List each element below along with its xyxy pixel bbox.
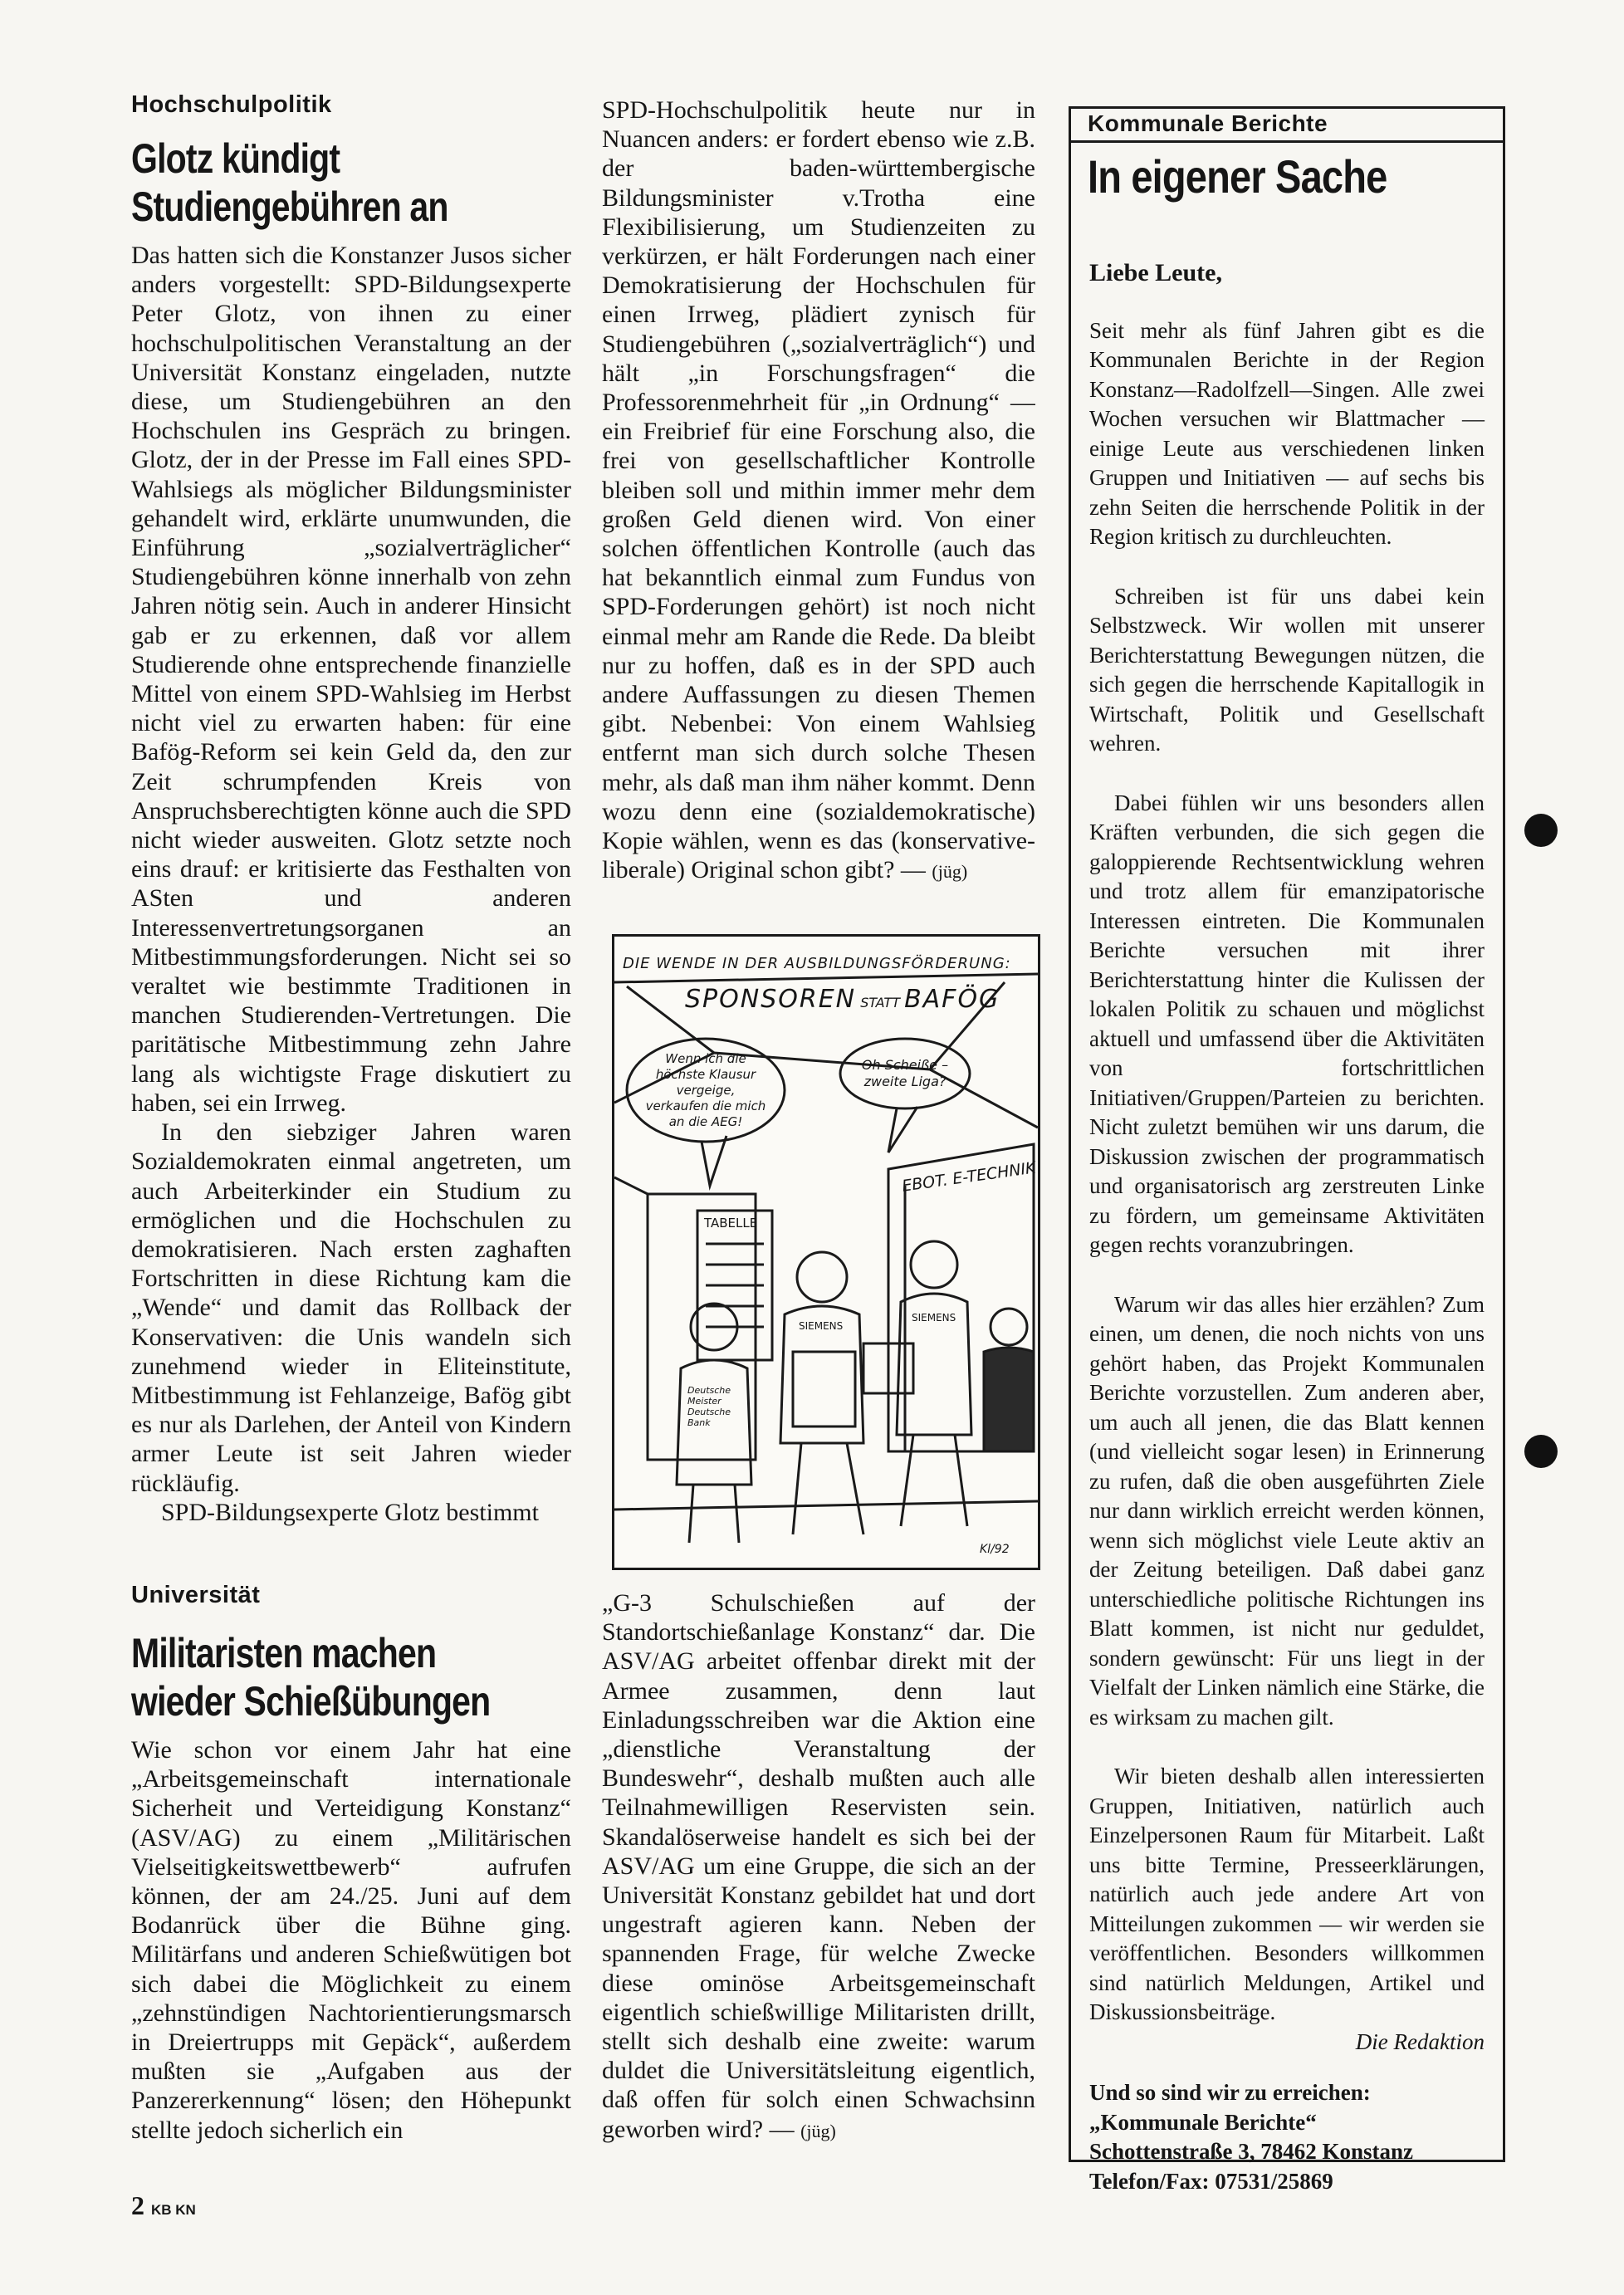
sidebar-box [1069, 106, 1505, 2194]
sidebar-contact-title: Und so sind wir zu erreichen: [1089, 2080, 1371, 2105]
cartoon-door-sign: EBOT. E-TECHNIK [901, 1158, 1037, 1196]
article1-paragraph1: Das hatten sich die Konstanzer Jusos sicher anders vorgestellt: SPD-Bildungsexperte Peter Glotz, von ihnen zu einer hochschulpolitischen Veranstaltung an der Universität Konstanz eingeladen, nutzte diese, um Studiengebühren an den Hochschulen ins Gespräch zu bringen. Glotz, der in der Presse im Fall eines SPD-Wahlsiegs als möglicher Bildungsminister gehandelt wird, erklärte unumwunden, die Einführung „sozialverträglicher“ Studiengebühren könne innerhalb von zehn Jahren nötig sein. Auch in anderer Hinsicht gab er zu erkennen, daß vor allem Studierende ohne entsprechende finanzielle Mittel von einem SPD-Wahlsieg im Herbst nicht viel zu erwarten haben: für eine Bafög-Reform sei kein Geld da, den zur Zeit schrumpfenden Kreis von Anspruchsberechtigten könne auch die SPD nicht wieder ausweiten. Glotz setzte noch eins drauf: er kritisierte das Festhalten von ASten und anderen Interessenvertretungsorganen an Mitbestimmungsforderungen. Nicht sei so veraltet wie bestimmte Traditionen in manchen Studierenden-Vertretungen. Die paritätische Mitbestimmung zehn Jahre lang als wichtigste Frage diskutiert zu haben, sei ein Irrweg. [131, 242, 571, 1117]
cartoon [612, 934, 1040, 1570]
article2-headline-line2: wieder Schießübungen [131, 1678, 491, 1725]
article2-column1 [131, 1735, 571, 2151]
article1-kicker: Hochschulpolitik [131, 91, 332, 118]
article1-paragraph2: In den siebziger Jahren waren Sozialdemokraten einmal angetreten, um auch Arbeiterkinder ein Studium zu ermöglichen und die Hochschulen zu demokratisieren. Nach ersten zaghaften Fortschritten in diese Richtung kam die „Wende“ und damit das Rollback der Konservativen: die Unis wandeln sich zunehmend wieder in Eliteinstitute, Mitbestimmung ist Fehlanzeige, Bafög gibt es nur als Darlehen, der Anteil von Kindern armer Leute ist seit Jahren wieder rückläufig. [131, 1118, 571, 1497]
article1-paragraph3: SPD-Bildungsexperte Glotz bestimmt [161, 1498, 539, 1526]
article2-column2 [602, 1588, 1035, 2161]
article2-headline-line1: Militaristen machen [131, 1630, 437, 1676]
sidebar-headline: In eigener Sache [1088, 150, 1387, 203]
article1-headline-line1: Glotz kündigt [131, 135, 340, 182]
sidebar-kicker-bar [1071, 109, 1503, 143]
sidebar-contact-phone: Telefon/Fax: 07531/25869 [1089, 2168, 1333, 2194]
sidebar-contact-name: „Kommunale Berichte“ [1089, 2109, 1317, 2135]
sidebar-greeting: Liebe Leute, [1089, 259, 1222, 286]
cartoon-drawing [614, 937, 1038, 1568]
cartoon-bubble2: Oh Scheiße – zweite Liga? [861, 1057, 949, 1089]
article2-column2-text: „G-3 Schulschießen auf der Standortschießanlage Konstanz“ dar. Die ASV/AG arbeitet offenbar direkt mit der Armee zusammen, denn laut Einladungsschreiben war die Aktion eine „dienstliche Veranstaltung der Bundeswehr“, deshalb mußten auch alle Teilnahmewilligen Reservisten sein. Skandalöserweise handelt es sich bei der ASV/AG um eine Gruppe, die sich an der Universität Konstanz gebildet hat und dort ungestraft agieren kann. Neben der spannenden Frage, für welche Zwecke diese ominöse Arbeitsgemeinschaft eigentlich schießwillige Militaristen drillt, stellt sich deshalb eine zweite: warum duldet die Universitätsleitung eigentlich, daß offen für solch einen Schwachsinn geworben wird? — [602, 1589, 1035, 2143]
article1-headline-line2: Studiengebühren an [131, 184, 448, 230]
cartoon-title-bafoeg: BAFÖG [904, 985, 1000, 1014]
cartoon-shirt2: SIEMENS [799, 1320, 844, 1332]
cartoon-board-sign: TABELLE [704, 1216, 758, 1231]
sidebar-paragraph2: Schreiben ist für uns dabei kein Selbstzweck. Wir wollen mit unserer Berichterstattung Bewegungen nützen, die sich gegen die herrschende Kapitallogik in Wirtschaft, Politik und Gesellschaft wehren. [1089, 583, 1485, 756]
page-number: 2 [131, 2190, 144, 2220]
sidebar-sign: Die Redaktion [1355, 2028, 1485, 2054]
page-footer [131, 2190, 196, 2221]
publication-logo: KB KN [151, 2202, 196, 2218]
sidebar-paragraph3: Dabei fühlen wir uns besonders allen Kräften verbunden, die sich gegen die galoppierende Rechtsentwicklung wehren und trotz allem für emanzipatorische Interessen eintreten. Die Kommunalen Berichte versuchen mit ihrer Berichterstattung hinter die Kulissen der lokalen Politik zu schauen und möglichst aktuell und umfassend über die Aktivitäten von fortschrittlichen Initiativen/Gruppen/Parteien zu berichten. Nicht zuletzt bemühen wir uns darum, die Diskussion zwischen der programmatisch und organisatorisch arg zerstreuten Linke zu fördern, um gemeinsame Aktivitäten gegen rechts voranzubringen. [1089, 790, 1485, 1257]
cartoon-title [685, 985, 1000, 1014]
cartoon-caption: DIE WENDE IN DER AUSBILDUNGSFÖRDERUNG: [623, 955, 1011, 972]
cartoon-artist-signature: Kl/92 [980, 1543, 1010, 1556]
sidebar-paragraph5: Wir bieten deshalb allen interessierten Gruppen, Initiativen, natürlich auch Einzelpersonen Raum für Mitarbeit. Laßt uns bitte Termine, Presseerklärungen, natürlich auch jede andere Art von Mitteilungen zukommen — wir werden sie veröffentlichen. Besonders willkommen sind natürlich Meldungen, Artikel und Diskussionsbeiträge. [1089, 1764, 1485, 2024]
sidebar-contact-address: Schottenstraße 3, 78462 Konstanz [1089, 2139, 1413, 2164]
cartoon-bubble1: Wenn ich die höchste Klausur vergeige, verkaufen die mich an die AEG! [645, 1051, 766, 1129]
article2-kicker: Universität [131, 1582, 261, 1608]
article2-signature: (jüg) [800, 2120, 836, 2141]
sidebar-body [1089, 258, 1485, 2196]
sidebar-kicker: Kommunale Berichte [1088, 110, 1328, 136]
article1-column2 [602, 95, 1035, 926]
cartoon-title-sponsoren: SPONSOREN [685, 985, 857, 1014]
article2-column1-text: Wie schon vor einem Jahr hat eine „Arbeitsgemeinschaft internationale Sicherheit und Verteidigung Konstanz“ (ASV/AG) zu einem „Militärischen Vielseitigkeitswettbewerb“ aufrufen können, der am 24./25. Juni auf dem Bodanrück über die Bühne ging. Militärfans und anderen Schießwütigen bot sich dabei die Möglichkeit zu einem „zehnstündigen Nachtorientierungsmarsch in Dreiertrupps mit Gepäck“, außerdem mußten sie „Aufgaben aus der Panzererkennung“ lösen; den Höhepunkt stellte jedoch sicherlich ein [131, 1736, 571, 2144]
cartoon-title-statt: STATT [860, 995, 900, 1010]
sidebar-paragraph1: Seit mehr als fünf Jahren gibt es die Kommunalen Berichte in der Region Konstanz—Radolfzell—Singen. Alle zwei Wochen versuchen wir Blattmacher — einige Leute aus verschiedenen linken Gruppen und Initiativen — auf sechs bis zehn Seiten die herrschende Politik in der Region kritisch zu durchleuchten. [1089, 317, 1485, 549]
cartoon-shirt1: Deutsche Meister Deutsche Bank [687, 1385, 731, 1428]
article1-signature: (jüg) [932, 861, 968, 883]
sidebar-paragraph4: Warum wir das alles hier erzählen? Zum einen, um denen, die noch nichts von uns gehört haben, das Projekt Kommunalen Berichte vorzustellen. Zum anderen aber, um auch all jenen, die das Blatt kennen (und vielleicht sogar lesen) in Erinnerung zu rufen, daß die oben ausgeführten Ziele nur dann wirklich erreicht werden können, wenn sich möglichst viele Leute aktiv an der Zeitung beteiligen. Daß dabei ganz unterschiedliche politische Richtungen ins Blatt kommen, ist nicht nur geduldet, sondern gewünscht: Für uns liegt in der Vielfalt der Linken nämlich eine Stärke, die es wirksam zu machen gilt. [1089, 1291, 1485, 1730]
punch-hole-top [1524, 814, 1558, 847]
cartoon-shirt3: SIEMENS [912, 1312, 956, 1324]
punch-hole-bottom [1524, 1435, 1558, 1468]
article1-column1 [131, 241, 571, 1569]
article1-column2-text: SPD-Hochschulpolitik heute nur in Nuancen anders: er fordert ebenso wie z.B. der baden-württembergische Bildungsminister v.Trotha eine Flexibilisierung, um Studienzeiten zu verkürzen, er hält Forderungen nach einer Demokratisierung der Hochschulen für einen Irrweg, plädiert zynisch für Studiengebühren („sozialverträglich“) und hält „in Forschungsfragen“ die Professorenmehrheit für „in Ordnung“ — ein Freibrief für eine Forschung also, die frei von gesellschaftlicher Kontrolle bleiben soll und mithin immer mehr dem großen Geld dienen wird. Von einer solchen öffentlichen Kontrolle (auch das hat bekanntlich einmal zum Fundus von SPD-Forderungen gehört) ist noch nicht einmal mehr am Rande die Rede. Da bleibt nur zu hoffen, daß es in der SPD auch andere Auffassungen zu diesen Themen gibt. Nebenbei: Von einem Wahlsieg entfernt man sich durch solche Thesen mehr, als daß man ihm näher kommt. Denn wozu denn eine (sozialdemokratische) Kopie wählen, wenn es das (konservative-liberale) Original schon gibt? — [602, 96, 1035, 884]
